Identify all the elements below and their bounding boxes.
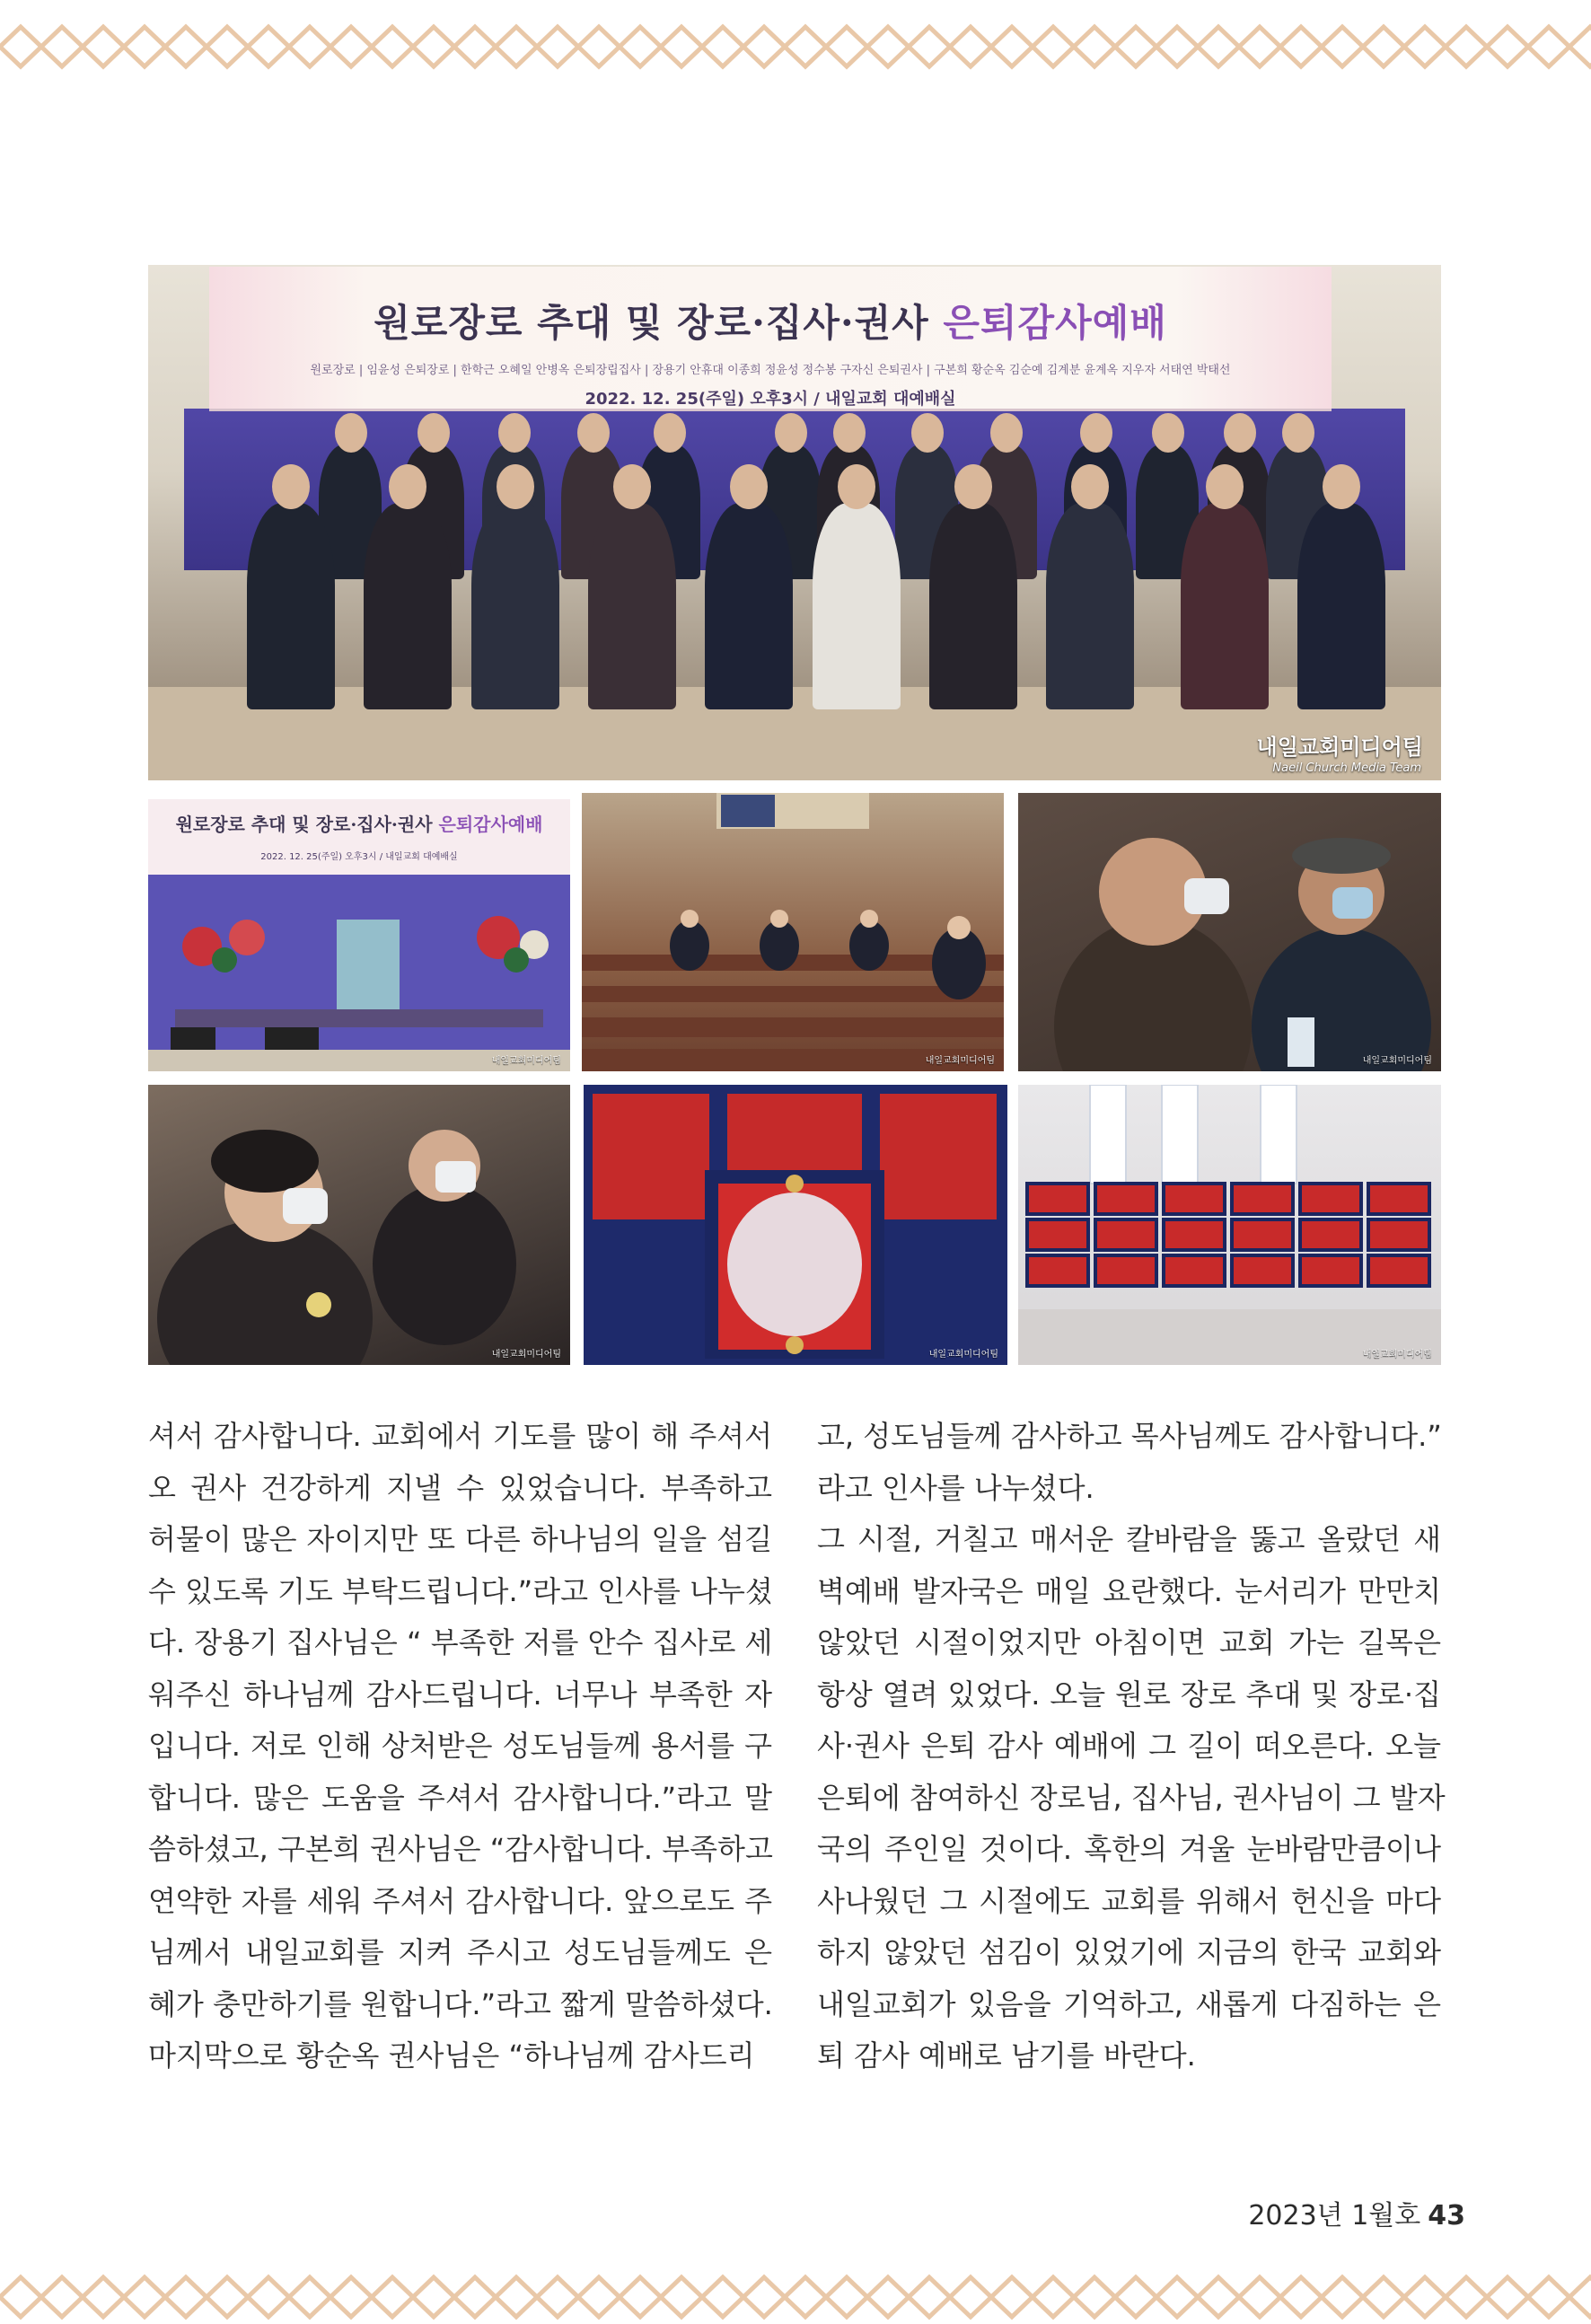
photo-stage-pulpit: [148, 799, 570, 1071]
border-diamond: [248, 2277, 289, 2317]
article-line: 벽예배 발자국은 매일 요란했다. 눈서리가 만만치: [817, 1573, 1441, 1608]
photo-congregation: [582, 793, 1004, 1071]
person-figure: [471, 503, 559, 709]
border-diamond: [1363, 27, 1404, 66]
small-banner-date: 2022. 12. 25(주일) 오후3시 / 내일교회 대예배실: [260, 852, 458, 862]
person-head: [954, 464, 992, 509]
border-diamond: [207, 27, 248, 66]
person-figure: [929, 503, 1017, 709]
border-diamond: [785, 2277, 826, 2317]
border-diamond: [909, 27, 950, 66]
border-diamond: [537, 2277, 578, 2317]
article-line: 입니다. 저로 인해 상처받은 성도님들께 용서를 구: [148, 1729, 772, 1763]
award-plaque: [1300, 1219, 1361, 1250]
border-diamond: [661, 2277, 702, 2317]
article-line: 않았던 시절이었지만 아침이면 교회 가는 길목은: [817, 1625, 1441, 1659]
border-diamond: [1446, 27, 1487, 66]
banner-title: 원로장로 추대 및 장로·집사·권사 은퇴감사예배: [374, 301, 1167, 345]
border-diamond: [991, 2277, 1033, 2317]
border-diamond: [1528, 2277, 1569, 2317]
border-diamond: [1033, 2277, 1074, 2317]
border-diamond: [1033, 27, 1074, 66]
bottom-diamond-border: [0, 2270, 1591, 2324]
person-head: [1071, 464, 1109, 509]
article-line: 워주신 하나님께 감사드립니다. 너무나 부족한 자: [148, 1677, 772, 1712]
person-head: [1323, 464, 1360, 509]
small-watermark: 내일교회미디어팀: [491, 1056, 561, 1066]
person-figure: [1046, 503, 1134, 709]
border-diamond: [124, 27, 165, 66]
person-figure: [813, 503, 901, 709]
border-diamond: [620, 27, 661, 66]
person-head: [1206, 464, 1244, 509]
border-diamond: [1198, 2277, 1239, 2317]
border-diamond: [1528, 27, 1569, 66]
border-diamond: [620, 2277, 661, 2317]
border-diamond: [743, 27, 785, 66]
article-line: 합니다. 많은 도움을 주셔서 감사합니다.”라고 말: [148, 1780, 772, 1815]
person-head: [654, 413, 686, 453]
person-head: [730, 464, 768, 509]
article-line: 라고 인사를 나누셨다.: [817, 1470, 1094, 1505]
person-figure: [705, 503, 793, 709]
border-diamond: [454, 27, 496, 66]
border-diamond: [867, 27, 909, 66]
border-diamond: [83, 27, 124, 66]
small-banner: [148, 799, 570, 875]
border-diamond: [578, 27, 620, 66]
border-diamond: [1280, 27, 1322, 66]
award-plaque: [1027, 1219, 1088, 1250]
border-diamond: [1198, 27, 1239, 66]
article-left-column: [148, 1411, 772, 2082]
article-line: 하지 않았던 섬김이 있었기에 지금의 한국 교회와: [817, 1935, 1441, 1969]
photo-kwonsa-seated: [148, 1085, 570, 1365]
border-diamond: [0, 27, 41, 66]
article-line: 고, 성도님들께 감사하고 목사님께도 감사합니다.”: [817, 1419, 1442, 1453]
border-diamond: [496, 2277, 537, 2317]
article-line: 내일교회가 있음을 기억하고, 새롭게 다짐하는 은: [817, 1986, 1441, 2021]
border-diamond: [1239, 27, 1280, 66]
border-diamond: [743, 2277, 785, 2317]
person-head: [1152, 413, 1184, 453]
person-figure: [588, 503, 676, 709]
article-line: 항상 열려 있었다. 오늘 원로 장로 추대 및 장로·집: [817, 1677, 1441, 1712]
article-line: 허물이 많은 자이지만 또 다른 하나님의 일을 섬길: [148, 1522, 772, 1556]
border-diamond: [1404, 27, 1446, 66]
photo-plaques-table: [1018, 1085, 1441, 1365]
article-line: 은퇴에 참여하신 장로님, 집사님, 권사님이 그 발자: [817, 1780, 1446, 1815]
award-plaque: [1164, 1184, 1225, 1214]
border-diamond: [661, 27, 702, 66]
person-head: [1224, 413, 1256, 453]
congregation-scene: [582, 793, 1004, 1071]
small-banner-title: 원로장로 추대 및 장로·집사·권사 은퇴감사예배: [175, 814, 543, 835]
border-diamond: [1156, 2277, 1198, 2317]
elders-scene: [1018, 793, 1441, 1071]
banner-date: 2022. 12. 25(주일) 오후3시 / 내일교회 대예배실: [585, 390, 956, 409]
border-diamond: [1322, 27, 1363, 66]
person-head: [497, 464, 534, 509]
award-plaque: [1027, 1255, 1088, 1286]
award-plaque: [1232, 1184, 1293, 1214]
border-diamond: [826, 27, 867, 66]
award-plaque: [1095, 1255, 1156, 1286]
banner-names: 원로장로 | 임윤성 은퇴장로 | 한학근 오혜일 안병옥 은퇴장립집사 | 장용기 안휴대 이종희 정윤성 정수봉 구자신 은퇴권사 | 구본희 황순옥 김순예 김계분 윤계옥 지우자 서태연 박태선: [310, 364, 1231, 377]
page-number: 43: [1428, 2200, 1465, 2232]
article-line: 연약한 자를 세워 주셔서 감사합니다. 앞으로도 주: [148, 1883, 772, 1918]
event-banner: [209, 267, 1332, 411]
border-diamond: [413, 27, 454, 66]
article-line: 마지막으로 황순옥 권사님은 “하나님께 감사드리: [148, 2038, 755, 2073]
border-diamond: [826, 2277, 867, 2317]
border-diamond: [165, 27, 207, 66]
person-head: [833, 413, 866, 453]
person-figure: [1297, 503, 1385, 709]
border-diamond: [702, 27, 743, 66]
border-diamond: [1487, 27, 1528, 66]
article-line: 사·권사 은퇴 감사 예배에 그 길이 떠오른다. 오늘: [817, 1729, 1441, 1763]
person-head: [990, 413, 1023, 453]
border-diamond: [578, 2277, 620, 2317]
small-watermark: 내일교회미디어팀: [925, 1056, 995, 1066]
border-diamond: [454, 2277, 496, 2317]
article-line: 오 권사 건강하게 지낼 수 있었습니다. 부족하고: [148, 1470, 772, 1505]
person-head: [389, 464, 426, 509]
border-diamond: [496, 27, 537, 66]
photo-elders-closeup: [1018, 793, 1441, 1071]
border-diamond: [124, 2277, 165, 2317]
person-head: [1080, 413, 1112, 453]
border-diamond: [1156, 27, 1198, 66]
person-head: [272, 464, 310, 509]
border-diamond: [537, 27, 578, 66]
border-diamond: [1115, 2277, 1156, 2317]
border-diamond: [330, 27, 372, 66]
border-diamond: [1115, 27, 1156, 66]
border-diamond: [1239, 2277, 1280, 2317]
award-plaque: [1095, 1219, 1156, 1250]
person-head: [838, 464, 875, 509]
article-line: 퇴 감사 예배로 남기를 바란다.: [817, 2038, 1196, 2073]
border-diamond: [83, 2277, 124, 2317]
person-figure: [247, 503, 335, 709]
border-diamond: [1280, 2277, 1322, 2317]
small-watermark: 내일교회미디어팀: [491, 1350, 561, 1360]
person-head: [335, 413, 367, 453]
border-diamond: [1404, 2277, 1446, 2317]
article-line: 님께서 내일교회를 지켜 주시고 성도님들께도 은: [148, 1935, 772, 1969]
article-line: 수 있도록 기도 부탁드립니다.”라고 인사를 나누셨: [148, 1573, 773, 1608]
border-diamond: [785, 27, 826, 66]
border-diamond: [330, 2277, 372, 2317]
small-watermark: 내일교회미디어팀: [1362, 1056, 1432, 1066]
border-diamond: [1569, 2277, 1591, 2317]
photo-plaque: [584, 1085, 1007, 1365]
award-plaque: [1095, 1184, 1156, 1214]
award-plaque: [1368, 1255, 1429, 1286]
border-diamond: [41, 2277, 83, 2317]
border-diamond: [289, 2277, 330, 2317]
kwonsa-scene: [148, 1085, 570, 1365]
person-head: [498, 413, 531, 453]
border-diamond: [1074, 27, 1115, 66]
article-right-column: [817, 1411, 1446, 2082]
border-diamond: [372, 2277, 413, 2317]
person-figure: [1181, 503, 1269, 709]
person-head: [577, 413, 610, 453]
award-plaque: [1027, 1184, 1088, 1214]
border-diamond: [207, 2277, 248, 2317]
article-line: 사나웠던 그 시절에도 교회를 위해서 헌신을 마다: [817, 1883, 1441, 1918]
media-team-watermark: 내일교회미디어팀: [1256, 735, 1423, 760]
pulpit-scene: [148, 875, 570, 1071]
border-diamond: [909, 2277, 950, 2317]
award-plaque: [1368, 1184, 1429, 1214]
person-figure: [364, 503, 452, 709]
award-plaque: [1232, 1255, 1293, 1286]
article-line: 국의 주인일 것이다. 혹한의 겨울 눈바람만큼이나: [817, 1832, 1441, 1866]
border-diamond: [950, 27, 991, 66]
border-diamond: [1446, 2277, 1487, 2317]
border-diamond: [702, 2277, 743, 2317]
article-line: 그 시절, 거칠고 매서운 칼바람을 뚫고 올랐던 새: [817, 1522, 1441, 1556]
border-diamond: [1074, 2277, 1115, 2317]
top-diamond-border: [0, 20, 1591, 74]
plaques-table-scene: [1018, 1085, 1441, 1365]
person-head: [911, 413, 944, 453]
award-plaque: [1164, 1219, 1225, 1250]
article-line: 씀하셨고, 구본희 권사님은 “감사합니다. 부족하고: [148, 1832, 773, 1866]
border-diamond: [991, 27, 1033, 66]
award-plaque: [1232, 1219, 1293, 1250]
border-diamond: [372, 27, 413, 66]
article-line: 다. 장용기 집사님은 “ 부족한 저를 안수 집사로 세: [148, 1625, 773, 1659]
small-watermark: 내일교회미디어팀: [928, 1350, 998, 1360]
border-diamond: [1487, 2277, 1528, 2317]
border-diamond: [950, 2277, 991, 2317]
award-plaque: [1164, 1255, 1225, 1286]
border-diamond: [413, 2277, 454, 2317]
media-team-watermark-sub: Naeil Church Media Team: [1272, 761, 1421, 775]
person-head: [775, 413, 807, 453]
award-plaque: [1368, 1219, 1429, 1250]
border-diamond: [0, 2277, 41, 2317]
plaque-scene: [584, 1085, 1007, 1365]
border-diamond: [867, 2277, 909, 2317]
border-diamond: [248, 27, 289, 66]
award-plaque: [1300, 1184, 1361, 1214]
person-head: [418, 413, 450, 453]
award-plaque: [1300, 1255, 1361, 1286]
page-footer: [1248, 2193, 1465, 2232]
border-diamond: [41, 27, 83, 66]
small-watermark: 내일교회미디어팀: [1362, 1350, 1432, 1360]
article-line: 혜가 충만하기를 원합니다.”라고 짧게 말씀하셨다.: [148, 1986, 773, 2021]
issue-label: 2023년 1월호: [1248, 2200, 1421, 2232]
person-head: [613, 464, 651, 509]
article-line: 셔서 감사합니다. 교회에서 기도를 많이 해 주셔서: [148, 1419, 772, 1453]
group-photo: [148, 265, 1441, 780]
border-diamond: [1363, 2277, 1404, 2317]
border-diamond: [1322, 2277, 1363, 2317]
border-diamond: [1569, 27, 1591, 66]
border-diamond: [165, 2277, 207, 2317]
person-head: [1282, 413, 1314, 453]
border-diamond: [289, 27, 330, 66]
